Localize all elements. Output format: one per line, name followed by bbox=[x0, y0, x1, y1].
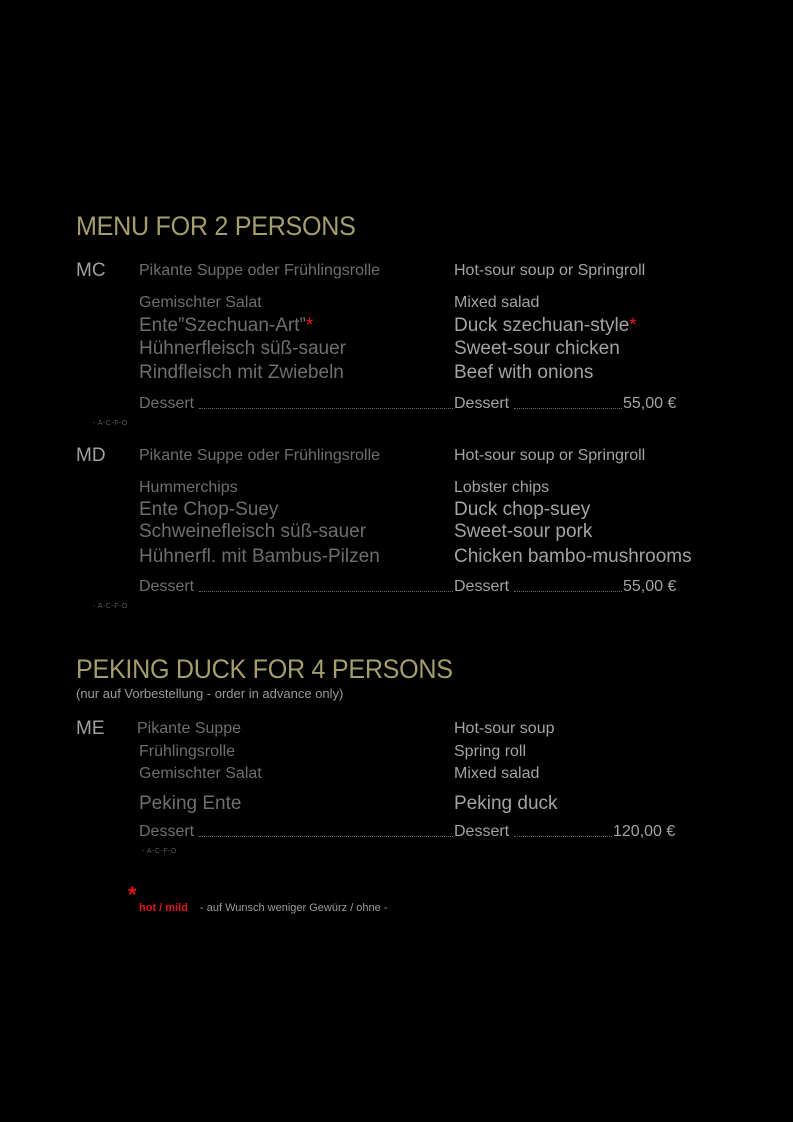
md-item-3-de: Ente Chop-Suey bbox=[139, 499, 279, 520]
hot-star-icon: * bbox=[305, 315, 314, 336]
mc-item-3-de-wrap bbox=[139, 315, 313, 337]
menu-code-me: ME bbox=[76, 718, 105, 739]
me-item-1-de: Pikante Suppe bbox=[137, 720, 242, 737]
mc-item-2-en: Mixed salad bbox=[454, 294, 540, 311]
hot-star-icon: * bbox=[629, 315, 637, 336]
md-dessert-de: Dessert bbox=[139, 578, 195, 595]
mc-item-1-en: Hot-sour soup or Springroll bbox=[454, 262, 646, 279]
me-item-3-en: Mixed salad bbox=[454, 765, 540, 782]
mc-item-3-en: Duck szechuan-style bbox=[454, 315, 630, 336]
mc-dessert-en: Dessert bbox=[454, 395, 510, 412]
md-item-3-en: Duck chop-suey bbox=[454, 499, 591, 520]
md-item-1-en: Hot-sour soup or Springroll bbox=[454, 447, 646, 464]
md-dessert-en: Dessert bbox=[454, 578, 510, 595]
md-item-2-de: Hummerchips bbox=[139, 479, 238, 496]
section-title-menu-2-persons: MENU FOR 2 PERSONS bbox=[76, 211, 356, 241]
me-item-4-en: Peking duck bbox=[454, 793, 558, 814]
mc-item-3-en-wrap bbox=[454, 315, 637, 337]
me-item-4-de: Peking Ente bbox=[139, 793, 242, 814]
md-item-5-en: Chicken bambo-mushrooms bbox=[454, 546, 692, 567]
mc-item-1-de: Pikante Suppe oder Frühlingsrolle bbox=[139, 262, 381, 279]
hot-mild-label: hot / mild bbox=[139, 902, 188, 914]
mc-item-5-de: Rindfleisch mit Zwiebeln bbox=[139, 362, 344, 383]
me-item-2-en: Spring roll bbox=[454, 743, 527, 760]
me-allergens: - A-C-F-O bbox=[142, 848, 177, 855]
md-item-2-en: Lobster chips bbox=[454, 479, 550, 496]
dotted-leader bbox=[199, 408, 453, 409]
dotted-leader bbox=[199, 591, 453, 592]
md-allergens: - A-C-F-O bbox=[93, 603, 128, 610]
dotted-leader bbox=[199, 836, 453, 837]
mc-allergens: - A-C-F-O bbox=[93, 420, 128, 427]
spice-note: - auf Wunsch weniger Gewürz / ohne - bbox=[200, 902, 388, 914]
dotted-leader bbox=[514, 836, 612, 837]
dotted-leader bbox=[514, 408, 622, 409]
md-item-4-de: Schweinefleisch süß-sauer bbox=[139, 521, 367, 542]
mc-item-2-de: Gemischter Salat bbox=[139, 294, 262, 311]
hot-star-icon: * bbox=[128, 882, 137, 907]
mc-item-4-de: Hühnerfleisch süß-sauer bbox=[139, 338, 346, 359]
mc-price: 55,00 € bbox=[623, 395, 677, 412]
me-dessert-en: Dessert bbox=[454, 823, 510, 840]
mc-item-5-en: Beef with onions bbox=[454, 362, 594, 383]
menu-code-md: MD bbox=[76, 445, 106, 466]
dotted-leader bbox=[514, 591, 622, 592]
me-price: 120,00 € bbox=[613, 823, 676, 840]
me-item-1-en: Hot-sour soup bbox=[454, 720, 555, 737]
md-item-1-de: Pikante Suppe oder Frühlingsrolle bbox=[139, 447, 381, 464]
menu-code-mc: MC bbox=[76, 260, 106, 281]
md-item-4-en: Sweet-sour pork bbox=[454, 521, 593, 542]
section-title-peking-duck: PEKING DUCK FOR 4 PERSONS bbox=[76, 654, 453, 684]
mc-item-4-en: Sweet-sour chicken bbox=[454, 338, 620, 359]
mc-dessert-de: Dessert bbox=[139, 395, 195, 412]
md-item-5-de: Hühnerfl. mit Bambus-Pilzen bbox=[139, 546, 380, 567]
me-item-3-de: Gemischter Salat bbox=[139, 765, 262, 782]
mc-item-3-de: Ente”Szechuan-Art” bbox=[139, 315, 306, 336]
section-subtitle: (nur auf Vorbestellung - order in advance only) bbox=[76, 686, 344, 701]
me-dessert-de: Dessert bbox=[139, 823, 195, 840]
md-price: 55,00 € bbox=[623, 578, 677, 595]
me-item-2-de: Frühlingsrolle bbox=[139, 743, 236, 760]
